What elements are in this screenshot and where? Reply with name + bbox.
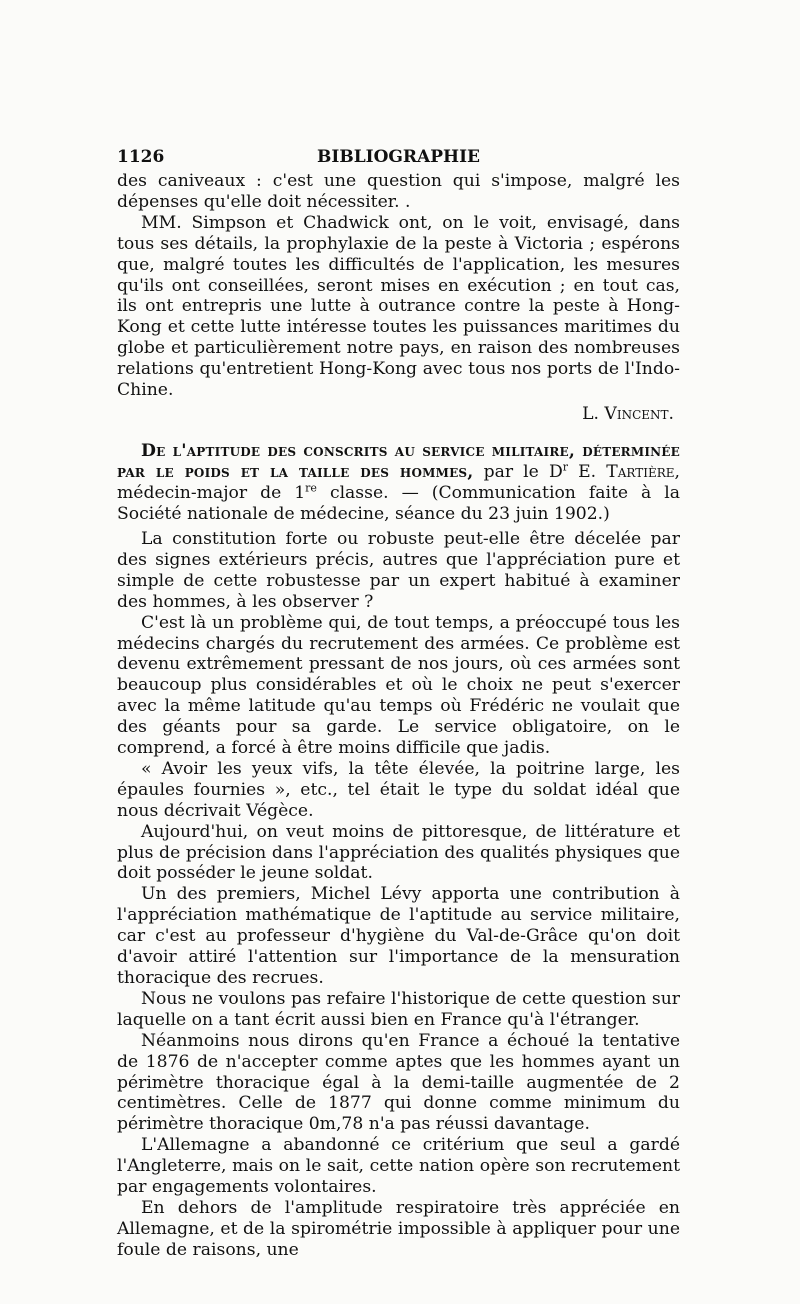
body-paragraph: L'Allemagne a abandonné ce critérium que seul a gardé l'Angleterre, mais on le sait, cette nation opère son recrutement par engagements volontaires. [117,1135,680,1198]
running-header [117,145,680,169]
running-title: BIBLIOGRAPHIE [317,147,480,167]
body-paragraph: Nous ne voulons pas refaire l'historique de cette question sur laquelle on a tant écrit aussi bien en France qu'à l'étranger. [117,988,680,1030]
body-paragraph: En dehors de l'amplitude respiratoire très appréciée en Allemagne, et de la spirométrie impossible à appliquer pour une foule de raisons, une [117,1197,680,1260]
author-name: E. Tartière [578,461,675,482]
article-heading [117,441,680,525]
rank-sup: re [305,481,317,495]
body-paragraph: « Avoir les yeux vifs, la tête élevée, la poitrine large, les épaules fournies », etc., tel était le type du soldat idéal que nous décrivait Végèce. [117,758,680,821]
signature: L. Vincent. [582,403,674,424]
author-prefix: par le D [483,461,563,482]
body-paragraph: La constitution forte ou robuste peut-elle être décelée par des signes extérieurs précis, autres que l'appréciation pure et simple de cette robustesse par un expert habitué à examiner des hommes, à les observer ? [117,528,680,612]
body-paragraph: C'est là un problème qui, de tout temps, a préoccupé tous les médecins chargés du recrutement des armées. Ce problème est devenu extrêmement pressant de nos jours, où ces armées sont beaucoup plus considérables et où le choix ne peut s'exercer avec la même latitude qu'au temps où Frédéric ne voulait que des géants pour sa garde. Le service obligatoire, on le comprend, a forcé à être moins difficile que jadis. [117,612,680,759]
article-title: De l'aptitude des conscrits au service militaire, déterminée par le poids et la taille des hommes, [117,440,680,482]
author-title-sup: r [562,460,569,474]
prev-article-paragraph: des caniveaux : c'est une question qui s'impose, malgré les dépenses qu'elle doit nécessiter. . [117,171,680,212]
author-rank: , médecin-major de 1 [117,461,680,503]
prev-article-paragraph: MM. Simpson et Chadwick ont, on le voit, envisagé, dans tous ses détails, la prophylaxie de la peste à Victoria ; espérons que, malgré toutes les difficultés de l'application, les mesures qu'ils ont conseillées, seront mises en exécution ; en tout cas, ils ont entrepris une lutte à outrance contre la peste à Hong-Kong et cette lutte intéresse toutes les puissances maritimes du globe et particulièrement notre pays, en raison des nombreuses relations qu'entretient Hong-Kong avec tous nos ports de l'Indo-Chine. [117,212,680,401]
text-column [117,145,680,1261]
body-paragraph: Un des premiers, Michel Lévy apporta une contribution à l'appréciation mathématique de l'aptitude au service militaire, car c'est au professeur d'hygiène du Val-de-Grâce qu'on doit d'avoir attiré l'attention sur l'importance de la mensuration thoracique des recrues. [117,884,680,988]
page-number: 1126 [117,147,165,167]
body-paragraph: Néanmoins nous dirons qu'en France a échoué la tentative de 1876 de n'accepter comme aptes que les hommes ayant un périmètre thoracique égal à la demi-taille augmentée de 2 centimètres. Celle de 1877 qui donne comme minimum du périmètre thoracique 0m,78 n'a pas réussi davantage. [117,1030,680,1135]
body-paragraph: Aujourd'hui, on veut moins de pittoresque, de littérature et plus de précision dans l'appréciation des qualités physiques que doit posséder le jeune soldat. [117,821,680,884]
article-source: classe. — (Communication faite à la Société nationale de médecine, séance du 23 juin 1902.) [117,482,681,524]
